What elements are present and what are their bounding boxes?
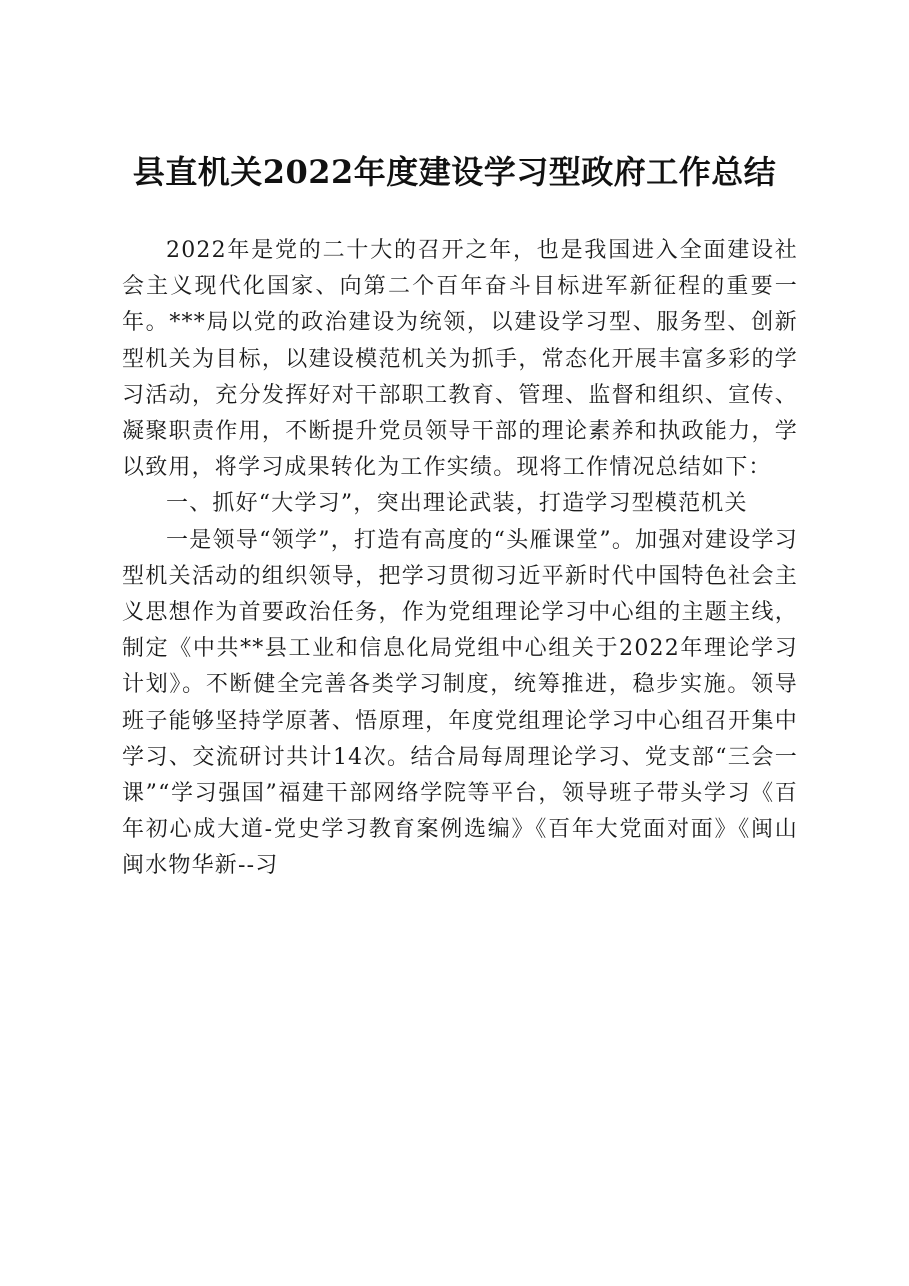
section-heading-1: 一、抓好“大学习”，突出理论武装，打造学习型模范机关 bbox=[166, 491, 748, 517]
document-title: 县直机关2022年度建设学习型政府工作总结 bbox=[132, 153, 777, 191]
paragraph-intro: 2022年是党的二十大的召开之年，也是我国进入全面建设社会主义现代化国家、向第二个百年奋斗目标进军新征程的重要一年。***局以党的政治建设为统领，以建设学习型、服务型、创新型机关为目标，以建设模范机关为抓手，常态化开展丰富多彩的学习活动，充分发挥好对干部职工教育、管理、监督和组织、宣传、凝聚职责作用，不断提升党员领导干部的理论素养和执政能力，学以致用，将学习成果转化为工作实绩。现将工作情况总结如下： bbox=[122, 238, 798, 481]
document-body bbox=[122, 233, 798, 885]
paragraph-section-1-item-1: 一是领导“领学”，打造有高度的“头雁课堂”。加强对建设学习型机关活动的组织领导，把学习贯彻习近平新时代中国特色社会主义思想作为首要政治任务，作为党组理论学习中心组的主题主线，制定《中共**县工业和信息化局党组中心组关于2022年理论学习计划》。不断健全完善各类学习制度，统筹推进，稳步实施。领导班子能够坚持学原著、悟原理，年度党组理论学习中心组召开集中学习、交流研讨共计14次。结合局每周理论学习、党支部“三会一课”“学习强国”福建干部网络学院等平台，领导班子带头学习《百年初心成大道-党史学习教育案例选编》《百年大党面对面》《闽山闽水物华新--习 bbox=[122, 527, 798, 879]
